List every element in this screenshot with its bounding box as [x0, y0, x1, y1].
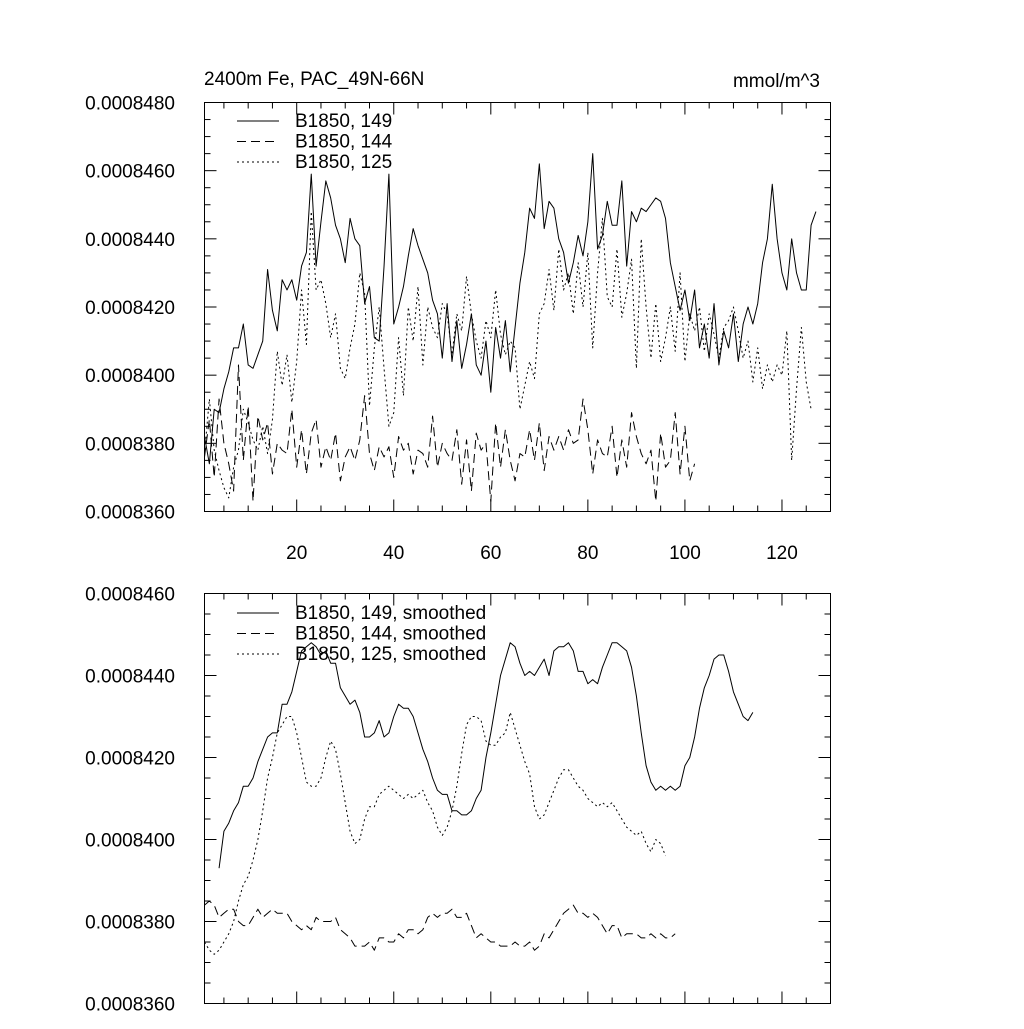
- y-tick-label: 0.0008360: [85, 994, 175, 1016]
- y-axis-ticks: [85, 94, 830, 524]
- y-tick-label: 0.0008420: [85, 748, 175, 770]
- y-tick-label: 0.0008460: [85, 584, 175, 606]
- series-line: [205, 154, 816, 464]
- series-line: [205, 712, 666, 954]
- series-line: [205, 901, 676, 950]
- panel-top-units: mmol/m^3: [732, 71, 820, 92]
- y-tick-label: 0.0008440: [85, 229, 175, 251]
- series-line: [205, 365, 695, 501]
- y-tick-label: 0.0008440: [85, 666, 175, 688]
- series-line: [219, 643, 753, 869]
- legend-label: B1850, 144, smoothed: [295, 623, 487, 645]
- panel-top: [85, 69, 830, 564]
- legend-label: B1850, 125, smoothed: [295, 644, 487, 665]
- series-group: [205, 643, 753, 955]
- series-group: [205, 154, 816, 502]
- y-tick-label: 0.0008380: [85, 434, 175, 456]
- x-tick-label: 120: [766, 543, 798, 564]
- legend: [237, 111, 393, 173]
- y-tick-label: 0.0008360: [85, 502, 175, 524]
- x-tick-label: 100: [669, 543, 701, 564]
- y-tick-label: 0.0008380: [85, 912, 175, 934]
- legend-label: B1850, 149: [295, 111, 393, 132]
- legend-label: B1850, 149, smoothed: [295, 603, 487, 624]
- x-tick-label: 20: [286, 543, 308, 564]
- x-tick-label: 80: [577, 543, 599, 564]
- panel-top-title: 2400m Fe, PAC_49N-66N: [204, 69, 425, 90]
- y-tick-label: 0.0008420: [85, 298, 175, 319]
- y-tick-label: 0.0008480: [85, 93, 175, 115]
- y-tick-label: 0.0008400: [85, 830, 175, 852]
- panel-bottom: [85, 585, 830, 1016]
- x-tick-label: 40: [383, 543, 405, 564]
- y-tick-label: 0.0008400: [85, 366, 175, 388]
- y-tick-label: 0.0008460: [85, 161, 175, 183]
- legend-label: B1850, 144: [295, 131, 393, 153]
- legend: [237, 603, 486, 665]
- legend-label: B1850, 125: [295, 152, 393, 173]
- x-tick-label: 60: [480, 543, 502, 564]
